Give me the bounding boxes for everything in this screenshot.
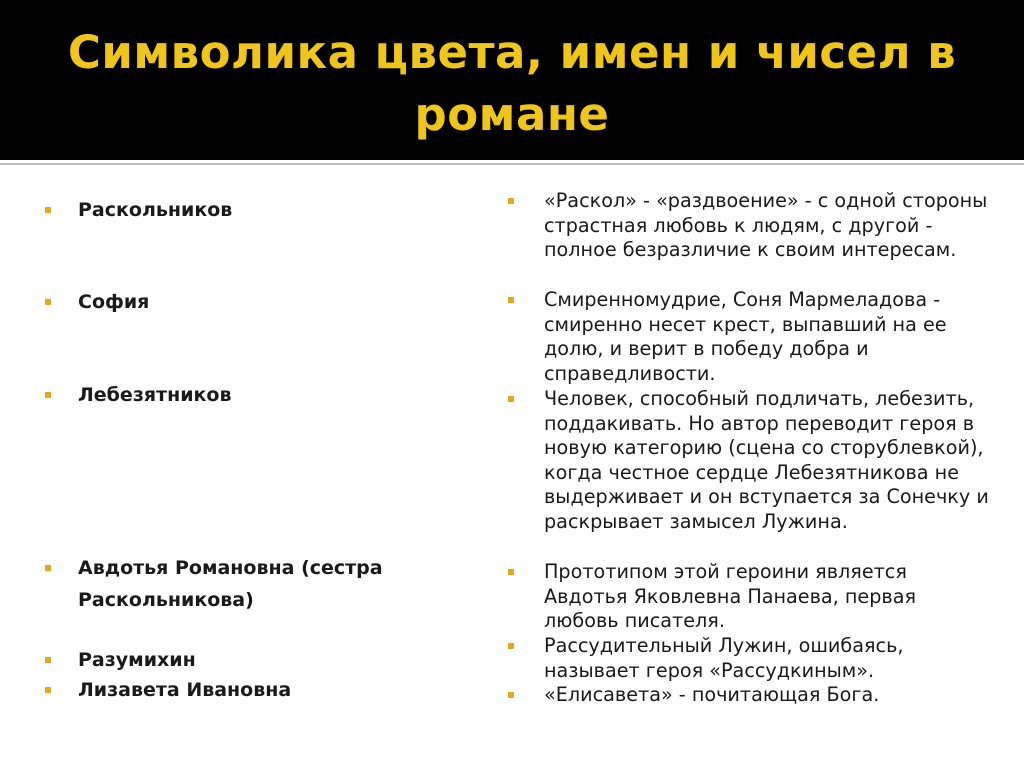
bullet-icon <box>508 198 514 204</box>
bullet-icon <box>45 299 51 305</box>
name-raskolnikov: Раскольников <box>78 199 233 221</box>
bullet-icon <box>45 657 51 663</box>
title-bar <box>0 0 1024 160</box>
meaning-raskolnikov: «Раскол» - «раздвоение» - с одной стороны страстная любовь к людям, с другой - полное безразличие к своим интересам. <box>544 189 988 262</box>
meaning-razumikhin: Рассудительный Лужин, ошибаясь, называет героя «Рассудкиным». <box>544 634 904 682</box>
meaning-lebezyatnikov: Человек, способный подличать, лебезить, поддакивать. Но автор переводит героя в новую категорию (сцена со сторублевкой), когда честное сердце Лебезятникова не выдерживает и он вступается за Сонечку и раскрывает замысел Лужина. <box>544 387 989 533</box>
meaning-sofia: Смиренномудрие, Соня Мармеладова - смиренно несет крест, выпавший на ее долю, и верит в победу добра и справедливости. <box>544 288 947 385</box>
bullet-icon <box>45 392 51 398</box>
bullet-icon <box>508 692 514 698</box>
bullet-icon <box>45 565 51 571</box>
name-avdotya: Авдотья Романовна (сестра Раскольникова) <box>78 557 383 611</box>
name-lizaveta: Лизавета Ивановна <box>78 679 292 701</box>
meaning-avdotya: Прототипом этой героини является Авдотья Яковлевна Панаева, первая любовь писателя. <box>544 560 917 633</box>
bullet-icon <box>45 207 51 213</box>
slide-title: Символика цвета, имен и чисел в романе <box>67 26 957 141</box>
name-lebezyatnikov: Лебезятников <box>78 384 232 406</box>
bullet-icon <box>508 297 514 303</box>
name-sofia: София <box>78 291 150 313</box>
name-razumikhin: Разумихин <box>78 649 196 671</box>
bullet-icon <box>508 569 514 575</box>
title-divider <box>0 163 1024 165</box>
bullet-icon <box>508 643 514 649</box>
meaning-lizaveta: «Елисавета» - почитающая Бога. <box>544 683 880 706</box>
bullet-icon <box>508 396 514 402</box>
bullet-icon <box>45 687 51 693</box>
